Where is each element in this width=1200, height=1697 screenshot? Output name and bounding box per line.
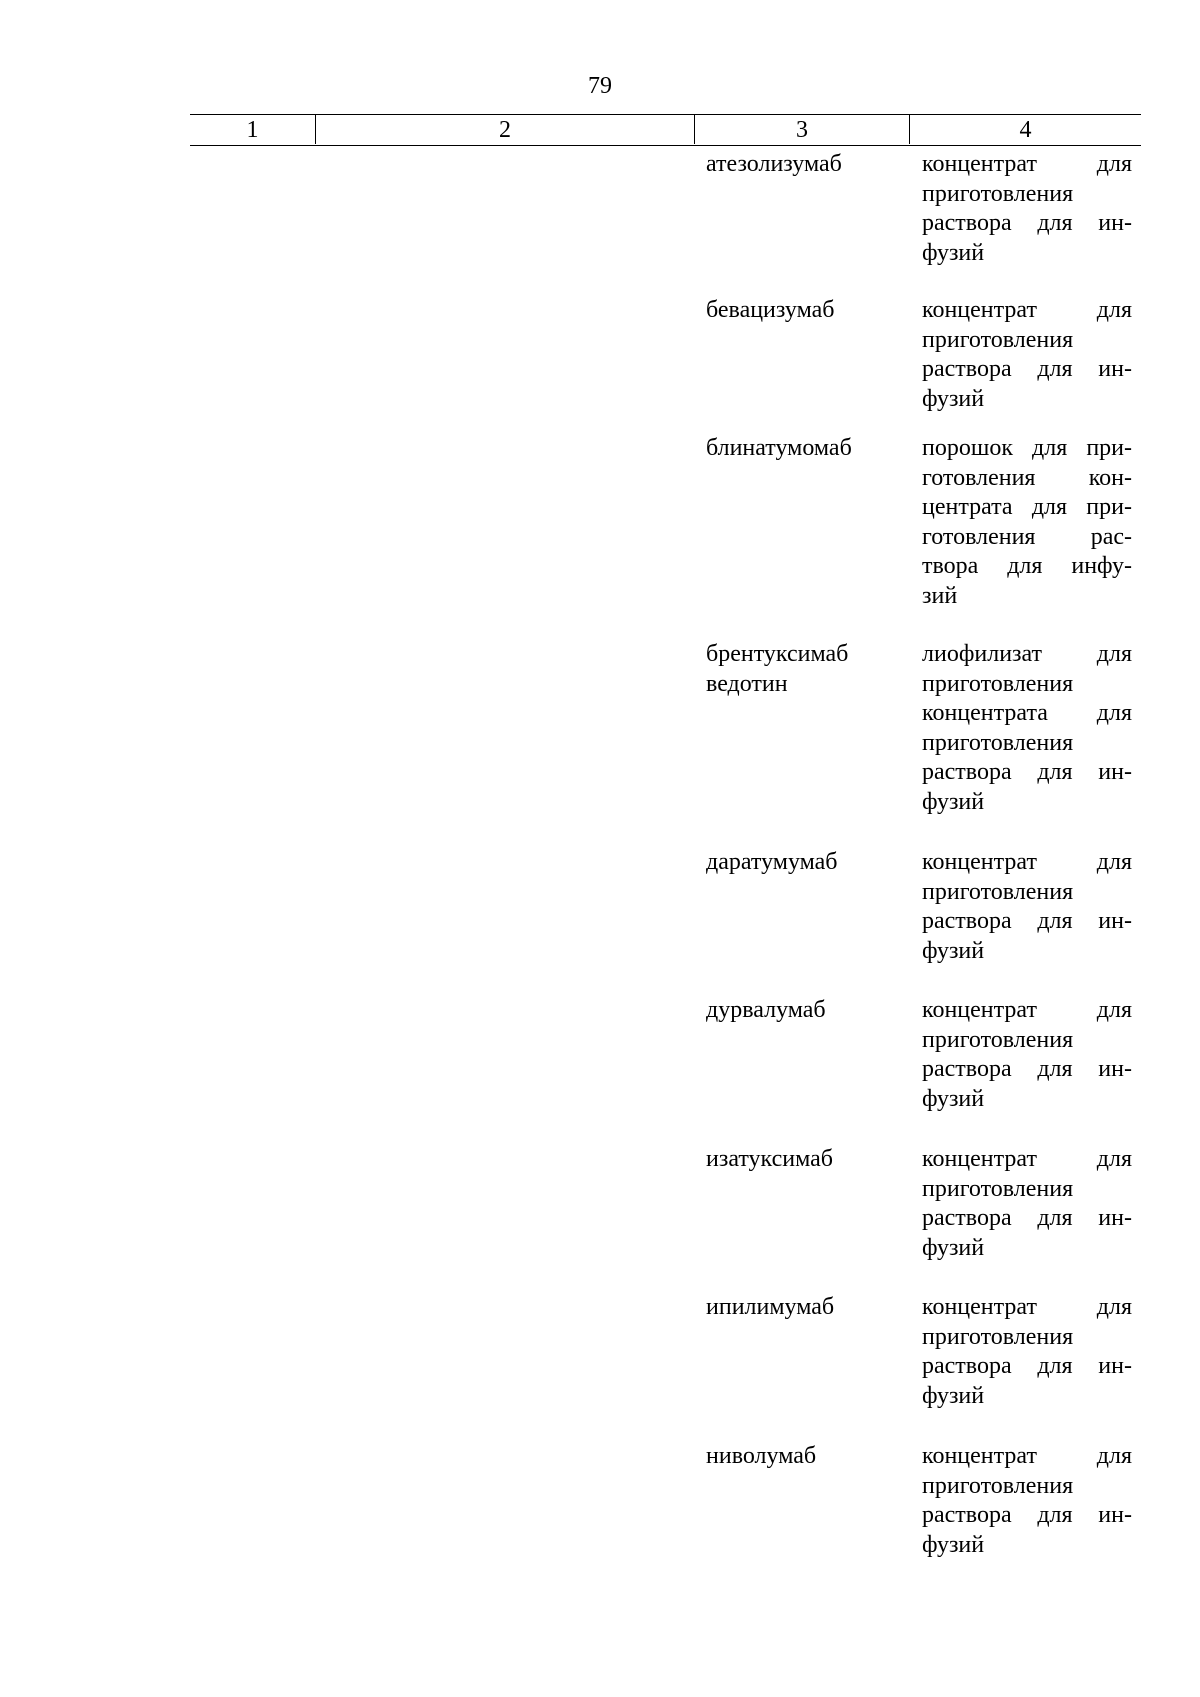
dosage-form — [922, 1145, 1132, 1263]
dosage-form-word: фузий — [922, 1234, 985, 1261]
dosage-form-word: для — [1032, 435, 1068, 461]
dosage-form-word: приготовления — [922, 326, 1074, 353]
dosage-form-word: для — [1037, 1502, 1073, 1529]
drug-name: бевацизумаб — [706, 297, 835, 323]
dosage-form-word: ин- — [1098, 1056, 1132, 1083]
dosage-form-word: приготовления — [922, 1323, 1074, 1350]
dosage-form-line — [922, 1026, 1132, 1056]
dosage-form-line — [922, 788, 1132, 818]
dosage-form-word: концентрат — [922, 1146, 1037, 1172]
dosage-form-word: ин- — [1098, 1205, 1132, 1232]
dosage-form — [922, 996, 1132, 1114]
drug-name: атезолизумаб — [706, 151, 842, 177]
drug-name: брентуксимаб ведотин — [706, 641, 849, 697]
dosage-form — [922, 434, 1132, 612]
drug-name: блинатумомаб — [706, 435, 852, 461]
dosage-form-line — [922, 1145, 1132, 1175]
dosage-form-line — [922, 1293, 1132, 1323]
dosage-form-word: ин- — [1098, 759, 1132, 786]
dosage-form-word: для — [1096, 997, 1132, 1023]
dosage-form-word: концентрат — [922, 1294, 1037, 1320]
dosage-form-line — [922, 385, 1132, 415]
dosage-form-line — [922, 1531, 1132, 1561]
dosage-form-word: раствора — [922, 1353, 1012, 1380]
dosage-form-line — [922, 355, 1132, 385]
table-header — [190, 114, 1141, 146]
dosage-form-line — [922, 523, 1132, 553]
dosage-form-line — [922, 1055, 1132, 1085]
dosage-form-word: ин- — [1098, 908, 1132, 935]
dosage-form-word: для — [1037, 1056, 1073, 1083]
dosage-form-word: раствора — [922, 1056, 1012, 1083]
dosage-form-line — [922, 1442, 1132, 1472]
dosage-form-line — [922, 1501, 1132, 1531]
dosage-form-word: ин- — [1098, 1353, 1132, 1380]
dosage-form-line — [922, 878, 1132, 908]
dosage-form-word: для — [1096, 297, 1132, 323]
dosage-form-word: приготовления — [922, 180, 1074, 207]
dosage-form-line — [922, 1472, 1132, 1502]
dosage-form-word: раствора — [922, 1502, 1012, 1529]
dosage-form-line — [922, 1352, 1132, 1382]
dosage-form-word: для — [1037, 1205, 1073, 1232]
dosage-form-line — [922, 1175, 1132, 1205]
dosage-form-word: приготовления — [922, 878, 1074, 905]
dosage-form-word: для — [1096, 700, 1132, 727]
dosage-form-word: готовления — [922, 523, 1036, 550]
dosage-form-word: ин- — [1098, 356, 1132, 383]
dosage-form-line — [922, 1204, 1132, 1234]
dosage-form-line — [922, 1085, 1132, 1115]
dosage-form-line — [922, 937, 1132, 967]
dosage-form-word: концентрат — [922, 1443, 1037, 1469]
dosage-form-word: для — [1031, 494, 1068, 521]
dosage-form-word: для — [1096, 1146, 1132, 1172]
dosage-form-word: для — [1096, 1294, 1132, 1320]
dosage-form-word: порошок — [922, 435, 1013, 461]
header-col-4: 4 — [1019, 117, 1032, 143]
drug-name: даратумумаб — [706, 849, 838, 875]
dosage-form-word: кон- — [1088, 464, 1132, 491]
dosage-form-word: концентрат — [922, 297, 1037, 323]
dosage-form-word: приготовления — [922, 729, 1074, 756]
dosage-form-word: для — [1037, 908, 1073, 935]
dosage-form-word: для — [1037, 759, 1073, 786]
dosage-form-word: для — [1037, 210, 1073, 237]
dosage-form-word: центрата — [922, 494, 1013, 521]
drug-name: изатуксимаб — [706, 1146, 833, 1172]
dosage-form-word: для — [1037, 356, 1073, 383]
dosage-form-word: для — [1096, 849, 1132, 875]
header-col-3: 3 — [695, 115, 910, 144]
dosage-form-line — [922, 907, 1132, 937]
dosage-form-line — [922, 180, 1132, 210]
dosage-form-word: фузий — [922, 239, 985, 266]
dosage-form-word: готовления — [922, 464, 1036, 491]
page-number: 79 — [588, 73, 612, 99]
dosage-form-line — [922, 699, 1132, 729]
dosage-form-word: для — [1037, 1353, 1073, 1380]
dosage-form-line — [922, 582, 1132, 612]
dosage-form — [922, 1293, 1132, 1411]
dosage-form-word: при- — [1086, 435, 1132, 461]
dosage-form-word: ин- — [1098, 1502, 1132, 1529]
dosage-form-word: раствора — [922, 356, 1012, 383]
dosage-form-line — [922, 1234, 1132, 1264]
dosage-form-word: инфу- — [1071, 553, 1132, 580]
dosage-form-word: концентрат — [922, 151, 1037, 177]
drug-name: дурвалумаб — [706, 997, 826, 1023]
dosage-form-line — [922, 1382, 1132, 1412]
dosage-form-line — [922, 729, 1132, 759]
dosage-form-line — [922, 1323, 1132, 1353]
dosage-form-word: приготовления — [922, 1472, 1074, 1499]
dosage-form-line — [922, 493, 1132, 523]
dosage-form-word: концентрата — [922, 700, 1048, 727]
dosage-form-word: приготовления — [922, 670, 1074, 697]
dosage-form — [922, 848, 1132, 966]
dosage-form-line — [922, 209, 1132, 239]
header-col-1: 1 — [190, 115, 316, 144]
dosage-form-word: фузий — [922, 385, 985, 412]
dosage-form-line — [922, 758, 1132, 788]
dosage-form-word: фузий — [922, 1531, 985, 1558]
dosage-form — [922, 296, 1132, 414]
dosage-form-word: при- — [1086, 494, 1132, 521]
dosage-form-word: раствора — [922, 1205, 1012, 1232]
drug-name: ипилимумаб — [706, 1294, 835, 1320]
dosage-form-word: приготовления — [922, 1175, 1074, 1202]
dosage-form-line — [922, 848, 1132, 878]
dosage-form-word: твора — [922, 553, 979, 580]
dosage-form-word: лиофилизат — [922, 641, 1043, 667]
dosage-form-word: рас- — [1090, 523, 1132, 550]
dosage-form-line — [922, 640, 1132, 670]
dosage-form-line — [922, 464, 1132, 494]
dosage-form-word: концентрат — [922, 849, 1037, 875]
dosage-form-word: раствора — [922, 908, 1012, 935]
dosage-form — [922, 1442, 1132, 1560]
dosage-form-word: раствора — [922, 759, 1012, 786]
dosage-form — [922, 150, 1132, 268]
dosage-form-line — [922, 552, 1132, 582]
drug-name: ниволумаб — [706, 1443, 817, 1469]
dosage-form-word: для — [1096, 641, 1132, 667]
dosage-form-line — [922, 670, 1132, 700]
dosage-form-word: фузий — [922, 788, 985, 815]
dosage-form-line — [922, 150, 1132, 180]
dosage-form-word: приготовления — [922, 1026, 1074, 1053]
dosage-form-line — [922, 996, 1132, 1026]
dosage-form-word: фузий — [922, 1382, 985, 1409]
header-col-2: 2 — [316, 115, 695, 144]
dosage-form-word: зий — [922, 582, 958, 609]
dosage-form-line — [922, 239, 1132, 269]
dosage-form-line — [922, 326, 1132, 356]
dosage-form — [922, 640, 1132, 818]
dosage-form-word: для — [1096, 151, 1132, 177]
dosage-form-word: концентрат — [922, 997, 1037, 1023]
dosage-form-word: фузий — [922, 1085, 985, 1112]
dosage-form-word: раствора — [922, 210, 1012, 237]
dosage-form-word: ин- — [1098, 210, 1132, 237]
dosage-form-word: для — [1007, 553, 1043, 580]
dosage-form-line — [922, 296, 1132, 326]
dosage-form-word: для — [1096, 1443, 1132, 1469]
dosage-form-word: фузий — [922, 937, 985, 964]
dosage-form-line — [922, 434, 1132, 464]
